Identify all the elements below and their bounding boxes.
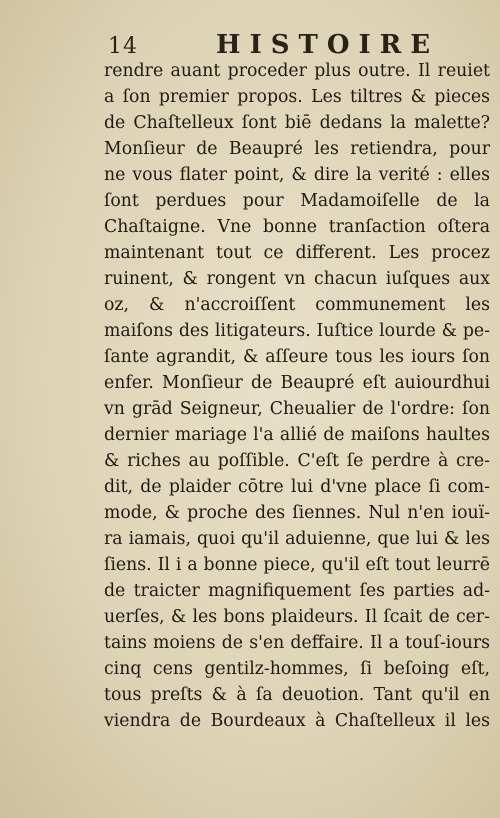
text-line: vn grād Seigneur, Cheualier de l'ordre: ſon	[104, 399, 490, 419]
text-line: viendra de Bourdeaux à Chaſtelleux il les	[104, 711, 490, 731]
running-title: HISTOIRE	[216, 30, 440, 60]
text-line: maintenant tout ce different. Les procez	[104, 243, 490, 263]
text-line: uerſes, & les bons plaideurs. Il ſcait de cer-	[104, 607, 490, 627]
text-line: rendre auant proceder plus outre. Il reuiet	[104, 61, 490, 81]
text-line: dit, de plaider cōtre lui d'vne place ſi com-	[104, 477, 490, 497]
text-line: maiſons des litigateurs. Iuſtice lourde & pe-	[104, 321, 490, 341]
text-line: de traicter magnifiquement ſes parties ad-	[104, 581, 490, 601]
text-line: Monſieur de Beaupré les retiendra, pour	[104, 139, 490, 159]
text-line: de Chaſtelleux ſont biē dedans la malette?	[104, 113, 490, 133]
text-line: ra iamais, quoi qu'il aduienne, que lui & les	[104, 529, 490, 549]
text-line: mode, & proche des ſiennes. Nul n'en iouï-	[104, 503, 490, 523]
text-line: cinq cens gentilz-hommes, ſi beſoing eſt,	[104, 659, 490, 679]
text-line: tains moiens de s'en deffaire. Il a touſ-iours	[104, 633, 490, 653]
body-text	[104, 58, 490, 734]
text-line: a ſon premier propos. Les tiltres & pieces	[104, 87, 490, 107]
text-line: & riches au poſſible. C'eſt ſe perdre à cre-	[104, 451, 490, 471]
text-line: ruinent, & rongent vn chacun iuſques aux	[104, 269, 490, 289]
text-line: oz, & n'accroiſſent communement les	[104, 295, 490, 315]
page-number: 14	[108, 34, 138, 59]
text-line: ſante agrandit, & aſſeure tous les iours ſon	[104, 347, 490, 367]
text-line: ſont perdues pour Madamoiſelle de la	[104, 191, 490, 211]
text-line: ſiens. Il i a bonne piece, qu'il eſt tout leurrē	[104, 555, 490, 575]
text-line: ne vous flater point, & dire la verité : elles	[104, 165, 490, 185]
text-line: tous preſts & à ſa deuotion. Tant qu'il en	[104, 685, 490, 705]
text-line: Chaſtaigne. Vne bonne tranſaction oſtera	[104, 217, 490, 237]
text-line: enfer. Monſieur de Beaupré eſt auiourdhui	[104, 373, 490, 393]
text-line: dernier mariage l'a allié de maiſons haultes	[104, 425, 490, 445]
